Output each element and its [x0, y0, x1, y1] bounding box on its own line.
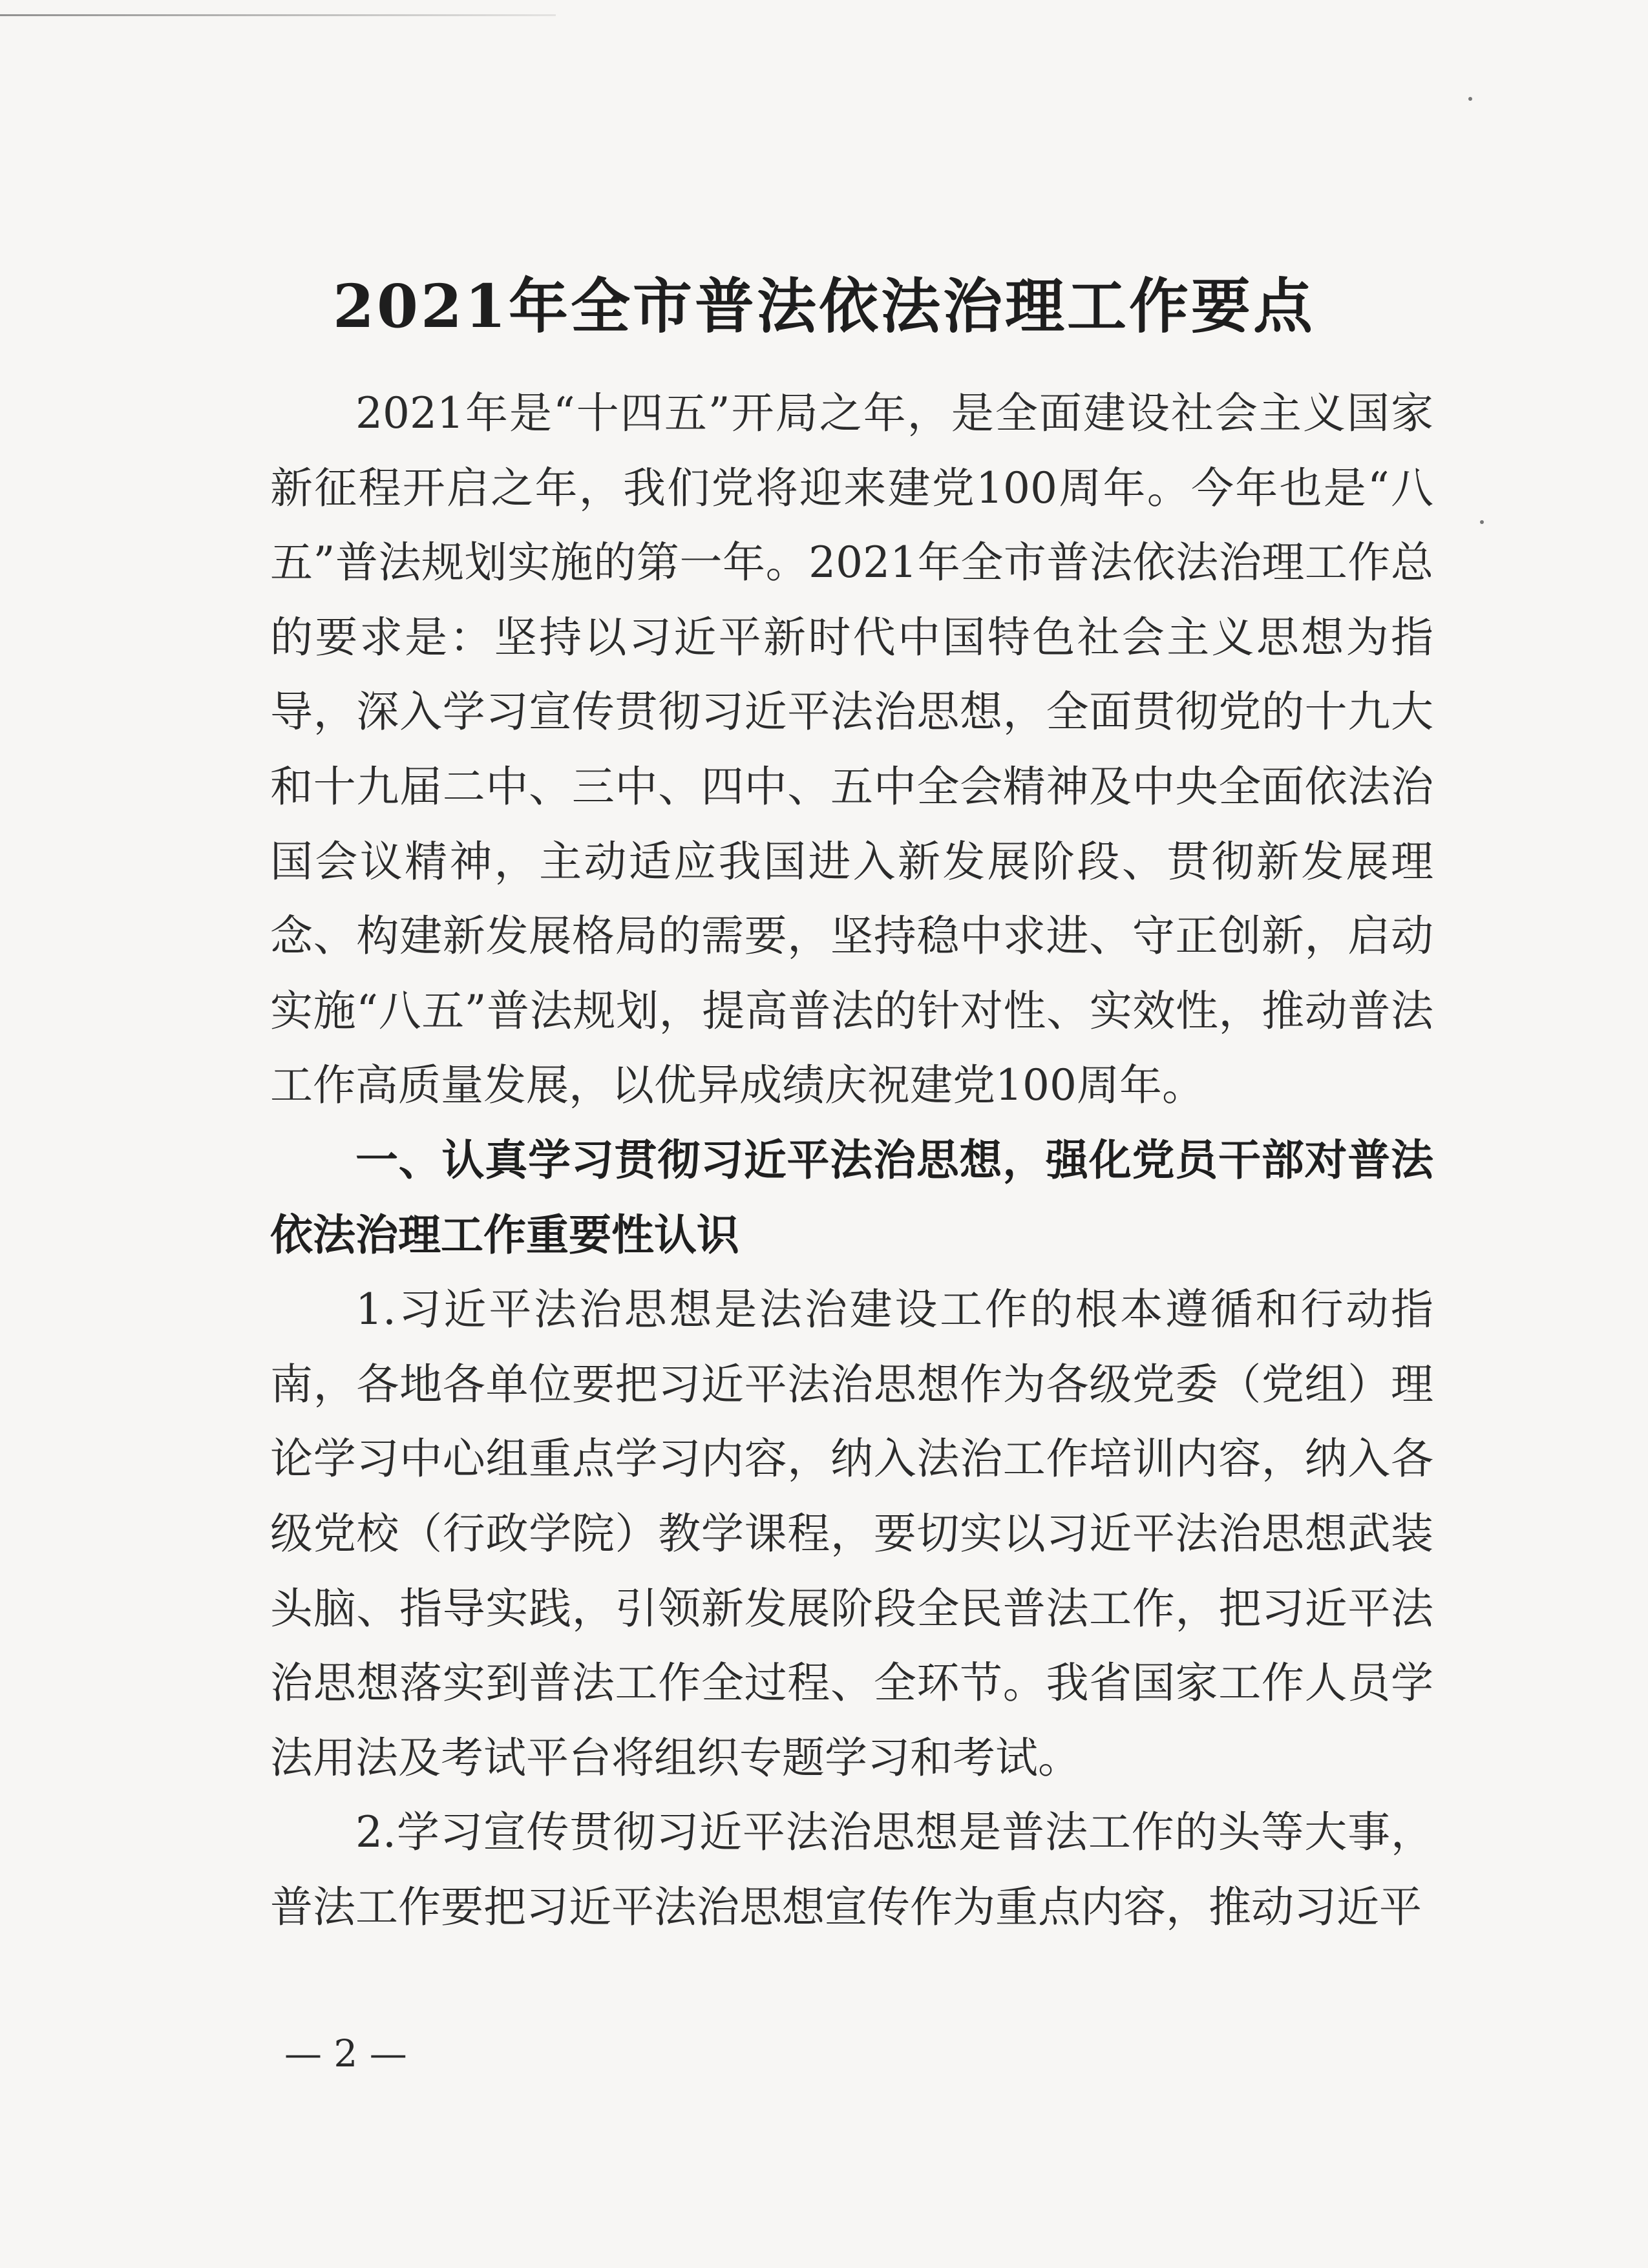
- scan-edge-line: [0, 14, 556, 16]
- item-paragraph-2: 2.学习宣传贯彻习近平法治思想是普法工作的头等大事，普法工作要把习近平法治思想宣传作为重点内容，推动习近平: [270, 1807, 1433, 1932]
- scan-speck: [1468, 97, 1472, 101]
- document-title: 2021年全市普法依法治理工作要点: [332, 271, 1316, 341]
- scan-speck: [1480, 520, 1484, 524]
- intro-paragraph: 2021年是“十四五”开局之年，是全面建设社会主义国家新征程开启之年，我们党将迎来建党100周年。今年也是“八五”普法规划实施的第一年。2021年全市普法依法治理工作总的要求是：坚持以习近平新时代中国特色社会主义思想为指导，深入学习宣传贯彻习近平法治思想，全面贯彻党的十九大和十九届二中、三中、四中、五中全会精神及中央全面依法治国会议精神，主动适应我国进入新发展阶段、贯彻新发展理念、构建新发展格局的需要，坚持稳中求进、守正创新，启动实施“八五”普法规划，提高普法的针对性、实效性，推动普法工作高质量发展，以优异成绩庆祝建党100周年。: [270, 388, 1433, 1111]
- item-paragraph-1: 1.习近平法治思想是法治建设工作的根本遵循和行动指南，各地各单位要把习近平法治思想作为各级党委（党组）理论学习中心组重点学习内容，纳入法治工作培训内容，纳入各级党校（行政学院）教学课程，要切实以习近平法治思想武装头脑、指导实践，引领新发展阶段全民普法工作，把习近平法治思想落实到普法工作全过程、全环节。我省国家工作人员学法用法及考试平台将组织专题学习和考试。: [270, 1285, 1433, 1783]
- page-number: — 2 —: [284, 2032, 407, 2075]
- document-body: [270, 376, 1433, 1944]
- section-heading-1: 一、认真学习贯彻习近平法治思想，强化党员干部对普法依法治理工作重要性认识: [270, 1134, 1433, 1260]
